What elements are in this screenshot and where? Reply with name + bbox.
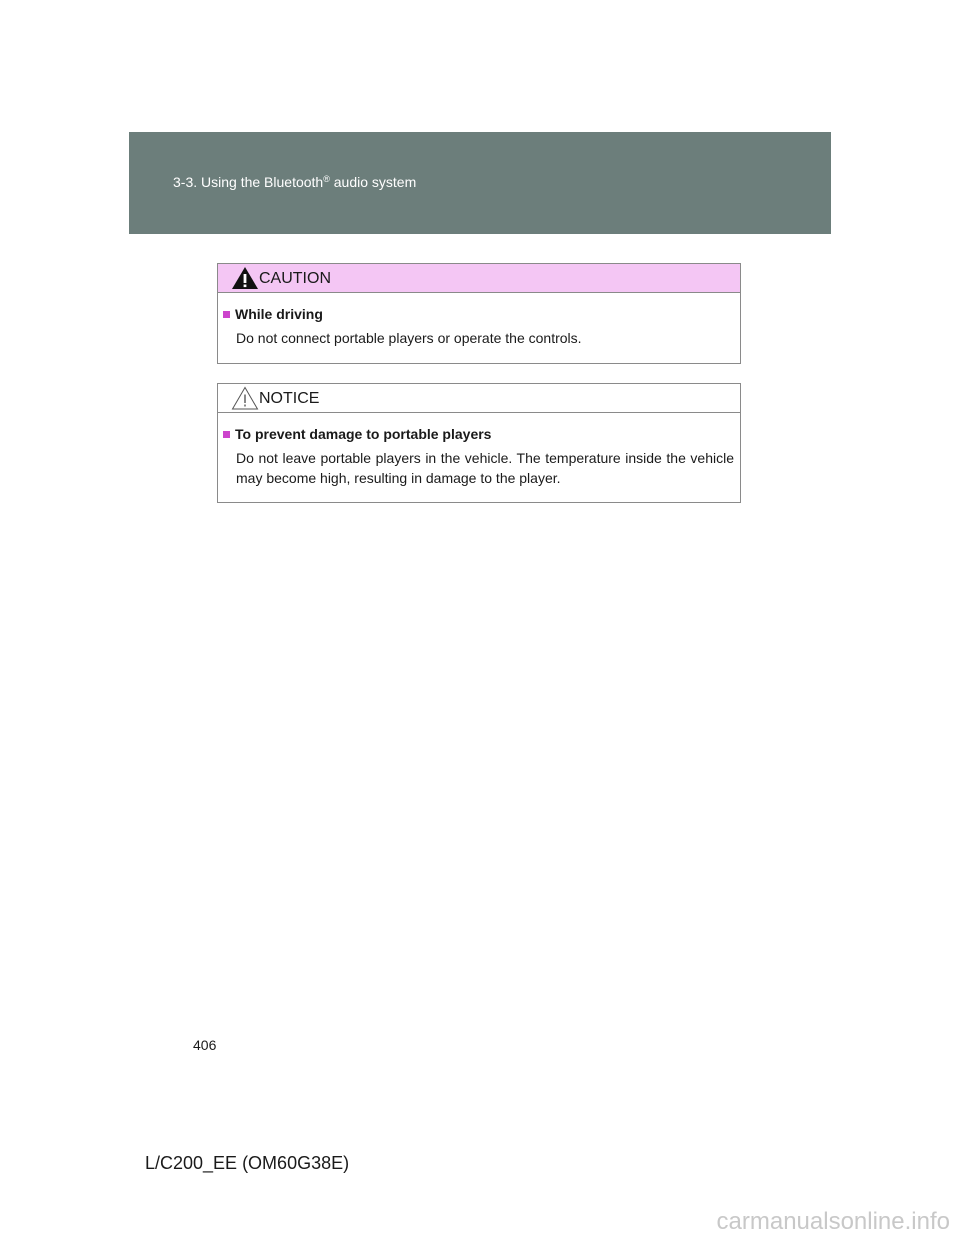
registered-mark: ® [323,174,330,184]
caution-box [217,263,741,364]
section-title: 3-3. Using the Bluetooth® audio system [173,174,417,190]
notice-header [218,384,740,413]
notice-item-body: Do not leave portable players in the vehicle. The temperature inside the vehicle may become high, resulting in damage to the player. [236,450,734,486]
square-bullet-icon [223,431,230,438]
section-header-band [129,132,831,234]
caution-label: CAUTION [259,270,331,287]
page-number: 406 [193,1037,217,1053]
warning-filled-icon [231,266,259,290]
document-code: L/C200_EE (OM60G38E) [145,1153,350,1173]
caution-item-body: Do not connect portable players or operate the controls. [236,330,582,346]
warning-outline-icon [231,386,259,410]
notice-label: NOTICE [259,390,320,407]
watermark: carmanualsonline.info [716,1208,950,1235]
square-bullet-icon [223,311,230,318]
notice-box [217,383,741,503]
caution-header [218,264,740,293]
caution-item-title: While driving [223,306,323,322]
notice-item-title: To prevent damage to portable players [223,426,491,442]
